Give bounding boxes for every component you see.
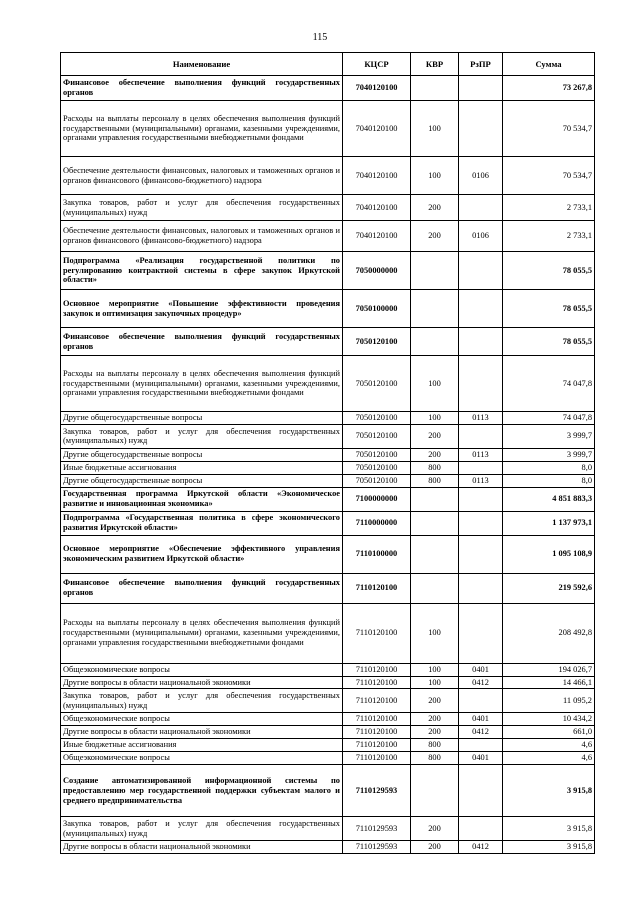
cell-rzpr: [459, 328, 503, 356]
cell-kcsr: 7040120100: [343, 101, 411, 157]
cell-sum: 3 915,8: [503, 817, 595, 841]
page-number: 115: [312, 32, 328, 43]
cell-kvr: 100: [411, 663, 459, 676]
cell-sum: 78 055,5: [503, 252, 595, 290]
cell-kvr: [411, 76, 459, 101]
cell-kvr: 200: [411, 195, 459, 221]
cell-kvr: 200: [411, 726, 459, 739]
cell-name: Иные бюджетные ассигнования: [61, 461, 343, 474]
cell-sum: 8,0: [503, 474, 595, 487]
cell-name: Другие общегосударственные вопросы: [61, 448, 343, 461]
cell-rzpr: [459, 573, 503, 603]
cell-rzpr: 0106: [459, 157, 503, 195]
table-row: [61, 676, 595, 689]
table-row: [61, 424, 595, 448]
table-row: [61, 195, 595, 221]
cell-rzpr: 0113: [459, 448, 503, 461]
cell-sum: 2 733,1: [503, 221, 595, 252]
cell-name: Расходы на выплаты персоналу в целях обеспечения выполнения функций государственными (муниципальными) органами, казенными учреждениями, органами управления государственными внебюджетными фондами: [61, 356, 343, 412]
cell-kvr: [411, 573, 459, 603]
cell-name: Другие вопросы в области национальной экономики: [61, 841, 343, 854]
cell-kvr: 800: [411, 461, 459, 474]
cell-kvr: 100: [411, 412, 459, 425]
header-kcsr: КЦСР: [343, 53, 411, 76]
cell-sum: 11 095,2: [503, 689, 595, 713]
cell-sum: 4,6: [503, 752, 595, 765]
cell-name: Обеспечение деятельности финансовых, налоговых и таможенных органов и органов финансового (финансово-бюджетного) надзора: [61, 157, 343, 195]
cell-sum: 10 434,2: [503, 713, 595, 726]
cell-name: Закупка товаров, работ и услуг для обеспечения государственных (муниципальных) нужд: [61, 424, 343, 448]
cell-name: Общеэкономические вопросы: [61, 713, 343, 726]
table-row: [61, 739, 595, 752]
cell-name: Подпрограмма «Государственная политика в сфере экономического развития Иркутской области»: [61, 511, 343, 535]
cell-sum: 3 999,7: [503, 424, 595, 448]
cell-kcsr: 7040120100: [343, 76, 411, 101]
cell-rzpr: [459, 461, 503, 474]
table-row: [61, 412, 595, 425]
cell-kcsr: 7050120100: [343, 461, 411, 474]
cell-name: Закупка товаров, работ и услуг для обеспечения государственных (муниципальных) нужд: [61, 817, 343, 841]
table-row: [61, 76, 595, 101]
cell-kcsr: 7110120100: [343, 739, 411, 752]
table-row: [61, 663, 595, 676]
cell-sum: 1 137 973,1: [503, 511, 595, 535]
cell-kcsr: 7110000000: [343, 511, 411, 535]
cell-kvr: 200: [411, 817, 459, 841]
cell-kvr: 200: [411, 841, 459, 854]
cell-sum: 219 592,6: [503, 573, 595, 603]
table-row: [61, 573, 595, 603]
cell-kvr: [411, 487, 459, 511]
cell-name: Финансовое обеспечение выполнения функций государственных органов: [61, 76, 343, 101]
header-kvr: КВР: [411, 53, 459, 76]
cell-kvr: 100: [411, 157, 459, 195]
header-name: Наименование: [61, 53, 343, 76]
cell-kvr: 800: [411, 474, 459, 487]
cell-kcsr: 7050120100: [343, 448, 411, 461]
cell-kcsr: 7110120100: [343, 663, 411, 676]
cell-kvr: [411, 765, 459, 817]
table-row: [61, 101, 595, 157]
cell-name: Закупка товаров, работ и услуг для обеспечения государственных (муниципальных) нужд: [61, 689, 343, 713]
cell-kcsr: 7110120100: [343, 726, 411, 739]
cell-kvr: 200: [411, 448, 459, 461]
table-row: [61, 535, 595, 573]
cell-kvr: [411, 511, 459, 535]
cell-kvr: [411, 252, 459, 290]
cell-kvr: [411, 290, 459, 328]
cell-rzpr: 0113: [459, 474, 503, 487]
table-row: [61, 511, 595, 535]
table-row: [61, 474, 595, 487]
cell-rzpr: 0401: [459, 663, 503, 676]
cell-rzpr: [459, 511, 503, 535]
cell-sum: 78 055,5: [503, 328, 595, 356]
cell-kcsr: 7040120100: [343, 195, 411, 221]
cell-rzpr: 0401: [459, 752, 503, 765]
cell-name: Общеэкономические вопросы: [61, 752, 343, 765]
cell-rzpr: [459, 535, 503, 573]
cell-sum: 3 915,8: [503, 765, 595, 817]
cell-kcsr: 7110120100: [343, 573, 411, 603]
cell-kvr: 100: [411, 603, 459, 663]
cell-sum: 1 095 108,9: [503, 535, 595, 573]
cell-kcsr: 7050120100: [343, 412, 411, 425]
cell-rzpr: [459, 290, 503, 328]
cell-kcsr: 7040120100: [343, 157, 411, 195]
cell-rzpr: [459, 252, 503, 290]
cell-sum: 4 851 883,3: [503, 487, 595, 511]
header-rzpr: РзПР: [459, 53, 503, 76]
cell-name: Общеэкономические вопросы: [61, 663, 343, 676]
cell-rzpr: 0412: [459, 841, 503, 854]
cell-kcsr: 7050120100: [343, 474, 411, 487]
table-row: [61, 689, 595, 713]
table-row: [61, 603, 595, 663]
table-row: [61, 328, 595, 356]
table-row: [61, 817, 595, 841]
table-row: [61, 765, 595, 817]
cell-sum: 73 267,8: [503, 76, 595, 101]
table-header: [61, 53, 595, 76]
cell-kcsr: 7040120100: [343, 221, 411, 252]
cell-kcsr: 7050120100: [343, 356, 411, 412]
cell-rzpr: [459, 765, 503, 817]
cell-rzpr: [459, 689, 503, 713]
cell-sum: 70 534,7: [503, 101, 595, 157]
cell-sum: 208 492,8: [503, 603, 595, 663]
table-row: [61, 252, 595, 290]
cell-rzpr: [459, 195, 503, 221]
cell-name: Расходы на выплаты персоналу в целях обеспечения выполнения функций государственными (муниципальными) органами, казенными учреждениями, органами управления государственными внебюджетными фондами: [61, 101, 343, 157]
cell-kvr: [411, 328, 459, 356]
cell-name: Подпрограмма «Реализация государственной политики по регулированию контрактной системы в сфере закупок Иркутской области»: [61, 252, 343, 290]
cell-sum: 70 534,7: [503, 157, 595, 195]
cell-kcsr: 7110120100: [343, 752, 411, 765]
cell-name: Создание автоматизированной информационной системы по предоставлению мер государственной поддержки субъектам малого и среднего предпринимательства: [61, 765, 343, 817]
header-sum: Сумма: [503, 53, 595, 76]
table-row: [61, 290, 595, 328]
cell-kcsr: 7110120100: [343, 689, 411, 713]
cell-kvr: 100: [411, 356, 459, 412]
cell-name: Государственная программа Иркутской области «Экономическое развитие и инновационная экономика»: [61, 487, 343, 511]
cell-kcsr: 7110120100: [343, 603, 411, 663]
table-row: [61, 157, 595, 195]
cell-sum: 14 466,1: [503, 676, 595, 689]
table-body: [61, 76, 595, 854]
table-row: [61, 841, 595, 854]
cell-rzpr: [459, 817, 503, 841]
cell-name: Другие вопросы в области национальной экономики: [61, 676, 343, 689]
cell-kcsr: 7110100000: [343, 535, 411, 573]
cell-kcsr: 7110129593: [343, 817, 411, 841]
cell-name: Закупка товаров, работ и услуг для обеспечения государственных (муниципальных) нужд: [61, 195, 343, 221]
cell-kvr: 800: [411, 739, 459, 752]
cell-sum: 74 047,8: [503, 356, 595, 412]
table-row: [61, 221, 595, 252]
cell-rzpr: 0113: [459, 412, 503, 425]
cell-name: Другие общегосударственные вопросы: [61, 474, 343, 487]
cell-sum: 194 026,7: [503, 663, 595, 676]
cell-kvr: 100: [411, 676, 459, 689]
cell-kvr: 800: [411, 752, 459, 765]
cell-name: Основное мероприятие «Обеспечение эффективного управления экономическим развитием Иркутской области»: [61, 535, 343, 573]
cell-rzpr: 0106: [459, 221, 503, 252]
cell-name: Другие вопросы в области национальной экономики: [61, 726, 343, 739]
cell-rzpr: [459, 76, 503, 101]
cell-rzpr: [459, 487, 503, 511]
table-row: [61, 356, 595, 412]
cell-kcsr: 7110129593: [343, 841, 411, 854]
cell-name: Основное мероприятие «Повышение эффективности проведения закупок и оптимизация закупочных процедур»: [61, 290, 343, 328]
cell-sum: 661,0: [503, 726, 595, 739]
cell-sum: 4,6: [503, 739, 595, 752]
cell-name: Обеспечение деятельности финансовых, налоговых и таможенных органов и органов финансового (финансово-бюджетного) надзора: [61, 221, 343, 252]
cell-kvr: 200: [411, 221, 459, 252]
cell-kvr: 200: [411, 689, 459, 713]
cell-name: Финансовое обеспечение выполнения функций государственных органов: [61, 573, 343, 603]
cell-kvr: 100: [411, 101, 459, 157]
cell-sum: 74 047,8: [503, 412, 595, 425]
cell-rzpr: [459, 739, 503, 752]
budget-table: [60, 52, 595, 854]
cell-kvr: 200: [411, 713, 459, 726]
cell-kcsr: 7050000000: [343, 252, 411, 290]
table-row: [61, 487, 595, 511]
cell-rzpr: [459, 603, 503, 663]
cell-kcsr: 7050100000: [343, 290, 411, 328]
cell-rzpr: 0412: [459, 676, 503, 689]
cell-rzpr: 0412: [459, 726, 503, 739]
cell-rzpr: [459, 101, 503, 157]
cell-name: Финансовое обеспечение выполнения функций государственных органов: [61, 328, 343, 356]
cell-kcsr: 7050120100: [343, 328, 411, 356]
cell-name: Иные бюджетные ассигнования: [61, 739, 343, 752]
cell-kcsr: 7110120100: [343, 713, 411, 726]
cell-rzpr: [459, 424, 503, 448]
cell-kcsr: 7110129593: [343, 765, 411, 817]
cell-kcsr: 7100000000: [343, 487, 411, 511]
table-row: [61, 461, 595, 474]
table-row: [61, 448, 595, 461]
cell-sum: 78 055,5: [503, 290, 595, 328]
cell-name: Другие общегосударственные вопросы: [61, 412, 343, 425]
cell-rzpr: 0401: [459, 713, 503, 726]
cell-rzpr: [459, 356, 503, 412]
cell-kvr: [411, 535, 459, 573]
cell-sum: 8,0: [503, 461, 595, 474]
cell-sum: 3 999,7: [503, 448, 595, 461]
cell-sum: 2 733,1: [503, 195, 595, 221]
table-row: [61, 713, 595, 726]
cell-sum: 3 915,8: [503, 841, 595, 854]
table-row: [61, 726, 595, 739]
cell-kvr: 200: [411, 424, 459, 448]
table-row: [61, 752, 595, 765]
cell-kcsr: 7110120100: [343, 676, 411, 689]
cell-kcsr: 7050120100: [343, 424, 411, 448]
cell-name: Расходы на выплаты персоналу в целях обеспечения выполнения функций государственными (муниципальными) органами, казенными учреждениями, органами управления государственными внебюджетными фондами: [61, 603, 343, 663]
